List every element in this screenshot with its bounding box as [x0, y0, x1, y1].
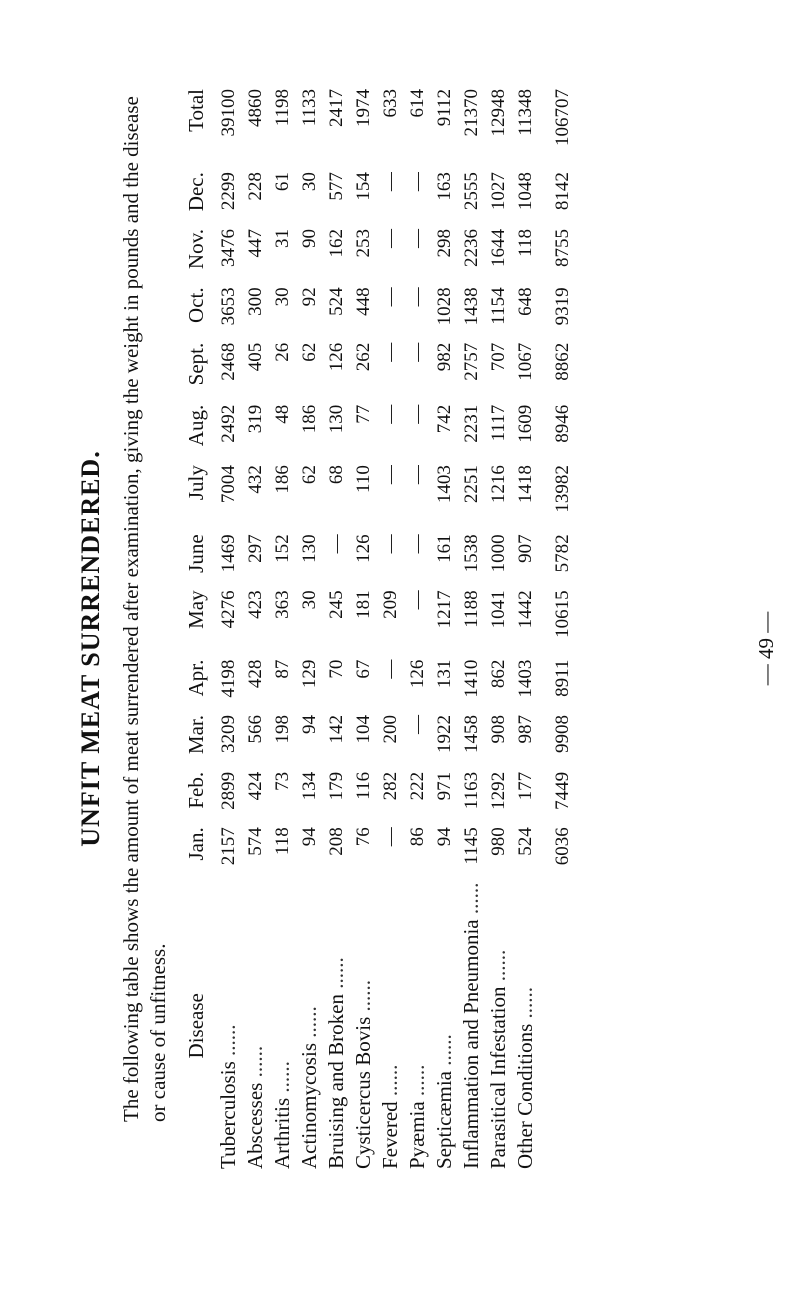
table-cell: 707 — [487, 342, 509, 372]
table-cell: 131 — [433, 659, 455, 689]
header-oct: Oct. — [184, 287, 208, 323]
disease-label: Parasitical Infestation — [486, 986, 510, 1169]
table-cell: 161 — [433, 534, 455, 563]
table-cell: 126 — [406, 659, 428, 689]
table-cell: 86 — [406, 827, 428, 847]
total-cell: 6036 — [551, 827, 573, 866]
table-header-row — [184, 89, 215, 1169]
table-cell: 134 — [298, 771, 320, 801]
table-cell: 862 — [487, 659, 509, 689]
table-row — [215, 89, 242, 1169]
disease-name — [215, 883, 242, 1169]
table-cell: 432 — [244, 465, 266, 494]
table-cell: 1041 — [487, 590, 509, 629]
table-cell: 742 — [433, 404, 455, 434]
table-cell: — — [406, 714, 428, 734]
table-cell: 30 — [298, 172, 320, 192]
table-cell: 62 — [298, 465, 320, 485]
leader-dots: ...... — [459, 882, 483, 915]
page-number: — 49 — — [754, 611, 778, 686]
table-cell: 2468 — [217, 342, 239, 381]
table-cell: 1442 — [514, 590, 536, 629]
table-cell: 971 — [433, 771, 455, 801]
total-cell: 9908 — [551, 714, 573, 753]
table-cell: 90 — [298, 229, 320, 249]
disease-label: Fevered — [378, 1101, 402, 1169]
table-cell: 7004 — [217, 465, 239, 504]
table-cell: 1163 — [460, 771, 482, 810]
table-cell: 77 — [352, 404, 374, 424]
table-cell: 298 — [433, 229, 455, 258]
disease-name — [404, 883, 431, 1169]
table-cell: 76 — [352, 827, 374, 847]
table-cell: 1145 — [460, 827, 482, 865]
table-cell: 1418 — [514, 465, 536, 504]
leader-dots: ...... — [297, 1006, 321, 1038]
disease-name — [350, 883, 377, 1169]
table-cell: 228 — [244, 172, 266, 201]
table-cell: 1410 — [460, 659, 482, 698]
table-cell: 61 — [271, 172, 293, 192]
table-cell: 142 — [325, 714, 347, 744]
total-cell: 10615 — [551, 590, 573, 638]
table-cell: 162 — [325, 229, 347, 258]
table-cell: — — [406, 229, 428, 249]
disease-name — [431, 883, 458, 1169]
table-cell: 423 — [244, 590, 266, 619]
header-jan: Jan. — [184, 827, 208, 861]
table-cell: — — [379, 827, 401, 847]
table-row — [431, 89, 458, 1169]
table-cell: — — [379, 229, 401, 249]
table-cell: — — [379, 404, 401, 424]
table-cell: 94 — [298, 714, 320, 734]
table-cell: 1048 — [514, 172, 536, 211]
table-cell: 428 — [244, 659, 266, 689]
table-cell: 186 — [298, 404, 320, 434]
table-cell: 92 — [298, 287, 320, 307]
table-cell: 130 — [325, 404, 347, 434]
table-cell: 2555 — [460, 172, 482, 211]
table-cell: 126 — [325, 342, 347, 372]
table-cell: 1922 — [433, 714, 455, 753]
table-cell: 1403 — [433, 465, 455, 504]
leader-dots: ...... — [486, 949, 510, 982]
table-cell: 30 — [271, 287, 293, 307]
table-cell: 907 — [514, 534, 536, 563]
table-cell: 319 — [244, 404, 266, 434]
header-aug: Aug. — [184, 404, 208, 447]
table-cell: 363 — [271, 590, 293, 619]
header-total: Total — [184, 89, 208, 132]
table-cell: 297 — [244, 534, 266, 563]
table-cell: 982 — [433, 342, 455, 372]
table-cell: 1198 — [271, 89, 293, 127]
leader-dots: ...... — [513, 987, 537, 1019]
table-row — [323, 89, 350, 1169]
disease-name — [485, 883, 512, 1169]
table-cell: 222 — [406, 771, 428, 801]
table-cell: 48 — [271, 404, 293, 424]
disease-label: Actinomycosis — [297, 1043, 321, 1169]
intro-paragraph: The following table shows the amount of meat surrendered after examination, giving the weight in pounds and the disease or cause of unfitness. — [119, 96, 170, 1122]
table-cell: 129 — [298, 659, 320, 689]
leader-dots: ...... — [351, 980, 375, 1012]
disease-name — [323, 883, 350, 1169]
table-cell: 67 — [352, 659, 374, 679]
table-cell: 2492 — [217, 404, 239, 443]
table-cell: 1609 — [514, 404, 536, 443]
totals-label — [539, 883, 576, 1169]
table-cell: 62 — [298, 342, 320, 362]
table-cell: 1458 — [460, 714, 482, 753]
table-cell: 163 — [433, 172, 455, 201]
leader-dots: ...... — [243, 1045, 267, 1078]
table-cell: 424 — [244, 771, 266, 801]
table-cell: 1217 — [433, 590, 455, 629]
table-cell: 68 — [325, 465, 347, 485]
table-cell: — — [406, 172, 428, 192]
table-cell: 245 — [325, 590, 347, 619]
header-mar: Mar. — [184, 714, 208, 755]
table-cell: 987 — [514, 714, 536, 744]
table-cell: 1067 — [514, 342, 536, 381]
table-cell: — — [379, 287, 401, 307]
header-nov: Nov. — [184, 229, 208, 270]
table-cell: 1188 — [460, 590, 482, 628]
header-sept: Sept. — [184, 342, 208, 386]
table-cell: 648 — [514, 287, 536, 316]
table-row — [269, 89, 296, 1169]
disease-label: Septicæmia — [432, 1071, 456, 1169]
table-cell: 31 — [271, 229, 293, 249]
header-july: July — [184, 465, 208, 501]
table-cell: — — [325, 534, 347, 554]
leader-dots: ...... — [216, 1024, 240, 1056]
table-cell: 181 — [352, 590, 374, 619]
table-cell: 908 — [487, 714, 509, 744]
table-cell: 118 — [271, 827, 293, 856]
table-row — [404, 89, 431, 1169]
table-cell: 1028 — [433, 287, 455, 326]
table-cell: — — [406, 590, 428, 610]
leader-dots: ...... — [270, 1061, 294, 1093]
table-cell: 104 — [352, 714, 374, 744]
table-cell: 2417 — [325, 89, 347, 127]
table-cell: 524 — [325, 287, 347, 316]
table-cell: 110 — [352, 465, 374, 493]
table-cell: 94 — [433, 827, 455, 847]
header-apr: Apr. — [184, 659, 208, 697]
table-cell: 262 — [352, 342, 374, 372]
table-cell: 448 — [352, 287, 374, 316]
table-cell: 282 — [379, 771, 401, 801]
table-cell: 1000 — [487, 534, 509, 573]
table-cell: 3653 — [217, 287, 239, 326]
table-cell: 209 — [379, 590, 401, 619]
table-cell: — — [406, 465, 428, 485]
disease-name — [377, 883, 404, 1169]
table-cell: — — [406, 404, 428, 424]
disease-label: Inflammation and Pneumonia — [459, 919, 483, 1169]
table-cell: 633 — [379, 89, 401, 118]
table-cell: 2157 — [217, 827, 239, 866]
total-cell: 9319 — [551, 287, 573, 326]
table-row — [242, 89, 269, 1169]
unfit-meat-table — [184, 89, 576, 1169]
table-cell: 118 — [514, 229, 536, 257]
table-cell: — — [406, 342, 428, 362]
total-cell: 8946 — [551, 404, 573, 443]
table-cell: 4860 — [244, 89, 266, 127]
total-cell: 13982 — [551, 465, 573, 513]
table-cell: 980 — [487, 827, 509, 856]
table-cell: 1538 — [460, 534, 482, 573]
table-cell: 126 — [352, 534, 374, 563]
disease-label: Other Conditions — [513, 1023, 537, 1169]
table-cell: 4198 — [217, 659, 239, 698]
header-june: June — [184, 534, 208, 573]
table-cell: 574 — [244, 827, 266, 856]
disease-label: Arthritis — [270, 1097, 294, 1169]
table-cell: 577 — [325, 172, 347, 201]
table-cell: 1469 — [217, 534, 239, 573]
table-row — [458, 89, 485, 1169]
table-cell: 94 — [298, 827, 320, 847]
table-cell: 26 — [271, 342, 293, 362]
table-cell: 1403 — [514, 659, 536, 698]
table-cell: 1027 — [487, 172, 509, 211]
table-cell: 177 — [514, 771, 536, 801]
totals-row — [539, 89, 576, 1169]
table-cell: 566 — [244, 714, 266, 744]
total-cell: 8862 — [551, 342, 573, 381]
table-cell: 2251 — [460, 465, 482, 504]
table-cell: 1292 — [487, 771, 509, 810]
table-cell: 179 — [325, 771, 347, 801]
page-heading: UNFIT MEAT SURRENDERED. — [76, 450, 105, 847]
total-cell: 5782 — [551, 534, 573, 573]
table-cell: 2757 — [460, 342, 482, 381]
table-cell: 3476 — [217, 229, 239, 268]
total-cell: 7449 — [551, 771, 573, 810]
header-feb: Feb. — [184, 771, 208, 809]
disease-label: Abscesses — [243, 1082, 267, 1169]
table-cell: 614 — [406, 89, 428, 118]
disease-label: Tuberculosis — [216, 1061, 240, 1169]
disease-name — [512, 883, 539, 1169]
table-cell: 11348 — [514, 89, 536, 136]
leader-dots: ...... — [378, 1064, 402, 1097]
table-cell: 152 — [271, 534, 293, 563]
total-cell: 106707 — [551, 89, 573, 146]
disease-name — [458, 883, 485, 1169]
table-cell: 1216 — [487, 465, 509, 504]
table-cell: 12948 — [487, 89, 509, 137]
table-cell: 70 — [325, 659, 347, 679]
table-cell: — — [406, 287, 428, 307]
disease-name — [269, 883, 296, 1169]
table-cell: 300 — [244, 287, 266, 316]
table-cell: 73 — [271, 771, 293, 791]
table-cell: 116 — [352, 771, 374, 800]
table-cell: 2299 — [217, 172, 239, 211]
table-cell: 21370 — [460, 89, 482, 137]
table-cell: 154 — [352, 172, 374, 201]
table-cell: 2236 — [460, 229, 482, 268]
table-cell: — — [379, 342, 401, 362]
disease-label: Pyæmia — [405, 1101, 429, 1169]
table-cell: 208 — [325, 827, 347, 856]
table-cell: 87 — [271, 659, 293, 679]
header-dec: Dec. — [184, 172, 208, 212]
table-cell: 1154 — [487, 287, 509, 325]
header-disease: Disease — [184, 993, 208, 1059]
table-cell: 130 — [298, 534, 320, 563]
table-cell: — — [379, 465, 401, 485]
table-cell: 1974 — [352, 89, 374, 127]
table-row — [485, 89, 512, 1169]
disease-label: Cysticercus Bovis — [351, 1016, 375, 1169]
table-cell: 9112 — [433, 89, 455, 127]
table-cell: 1644 — [487, 229, 509, 268]
table-cell: 253 — [352, 229, 374, 258]
table-cell: 4276 — [217, 590, 239, 629]
table-cell: 1438 — [460, 287, 482, 326]
total-cell: 8911 — [551, 659, 573, 697]
table-cell: — — [379, 172, 401, 192]
header-may: May — [184, 590, 208, 629]
table-cell: — — [379, 534, 401, 554]
total-cell: 8142 — [551, 172, 573, 211]
table-cell: 524 — [514, 827, 536, 856]
leader-dots: ...... — [405, 1064, 429, 1097]
table-row — [296, 89, 323, 1169]
leader-dots: ...... — [432, 1034, 456, 1066]
disease-name — [296, 883, 323, 1169]
table-cell: 2231 — [460, 404, 482, 443]
table-cell: 39100 — [217, 89, 239, 137]
table-row — [377, 89, 404, 1169]
table-cell: — — [406, 534, 428, 554]
disease-label: Bruising and Broken — [324, 994, 348, 1169]
table-cell: 405 — [244, 342, 266, 372]
table-cell: 447 — [244, 229, 266, 258]
total-cell: 8755 — [551, 229, 573, 268]
table-row — [350, 89, 377, 1169]
leader-dots: ...... — [324, 957, 348, 989]
table-cell: 30 — [298, 590, 320, 610]
table-cell: 198 — [271, 714, 293, 744]
disease-name — [242, 883, 269, 1169]
table-body — [215, 89, 539, 1169]
table-cell: 200 — [379, 714, 401, 744]
table-row — [512, 89, 539, 1169]
table-cell: 1117 — [487, 404, 509, 442]
table-cell: 3209 — [217, 714, 239, 753]
table-cell: 186 — [271, 465, 293, 494]
table-cell: 2899 — [217, 771, 239, 810]
table-cell: — — [379, 659, 401, 679]
table-cell: 1133 — [298, 89, 320, 127]
